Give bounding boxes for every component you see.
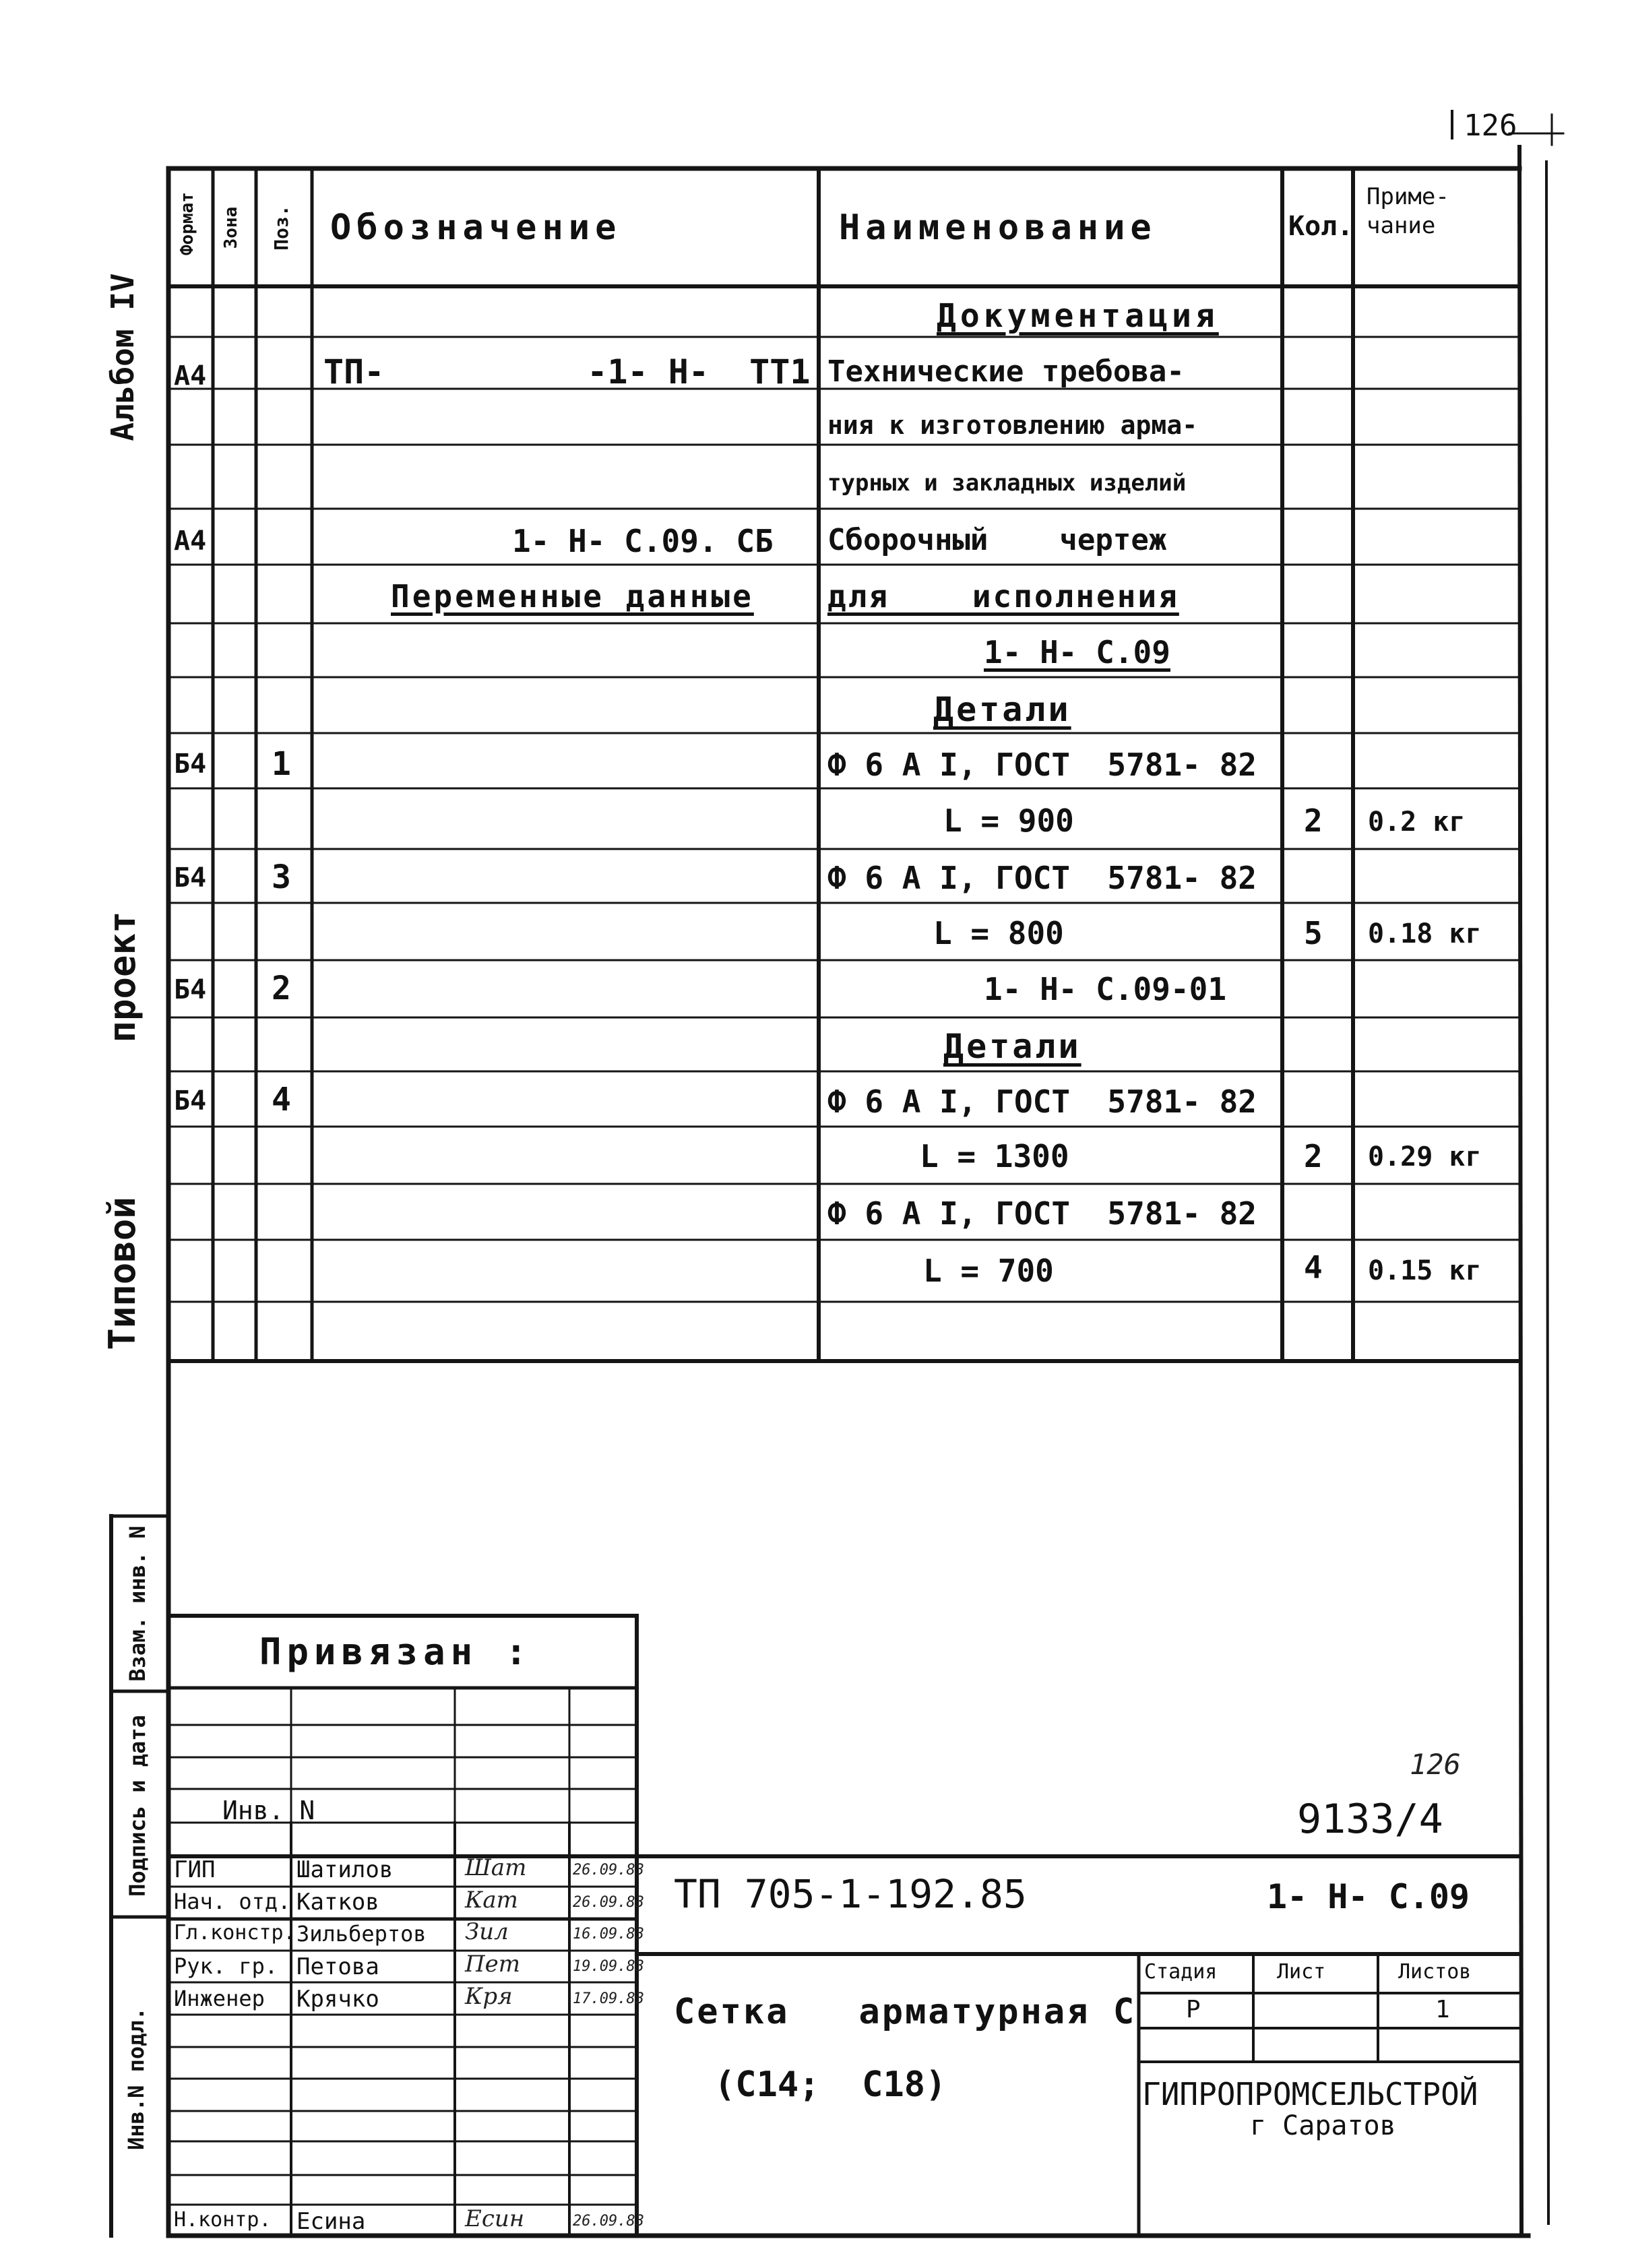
header-qty: Кол.: [1288, 211, 1354, 242]
product-variant: (С14; С18): [714, 2065, 947, 2105]
sig-name-head: Катков: [296, 1889, 379, 1916]
sig-date-norm-control: 26.09.83: [573, 2213, 644, 2230]
row-11-name: L = 800: [933, 915, 1064, 951]
sheet-label: Лист: [1277, 1960, 1326, 1984]
sig-sign-group-lead: Пет: [465, 1951, 521, 1978]
sig-role-engineer: Инженер: [174, 1986, 265, 2011]
row-7-name: Детали: [933, 690, 1071, 729]
sig-sign-head: Кат: [465, 1887, 518, 1914]
header-note-line1: Приме-: [1367, 183, 1449, 210]
sheets-value: 1: [1435, 1996, 1450, 2023]
sig-sign-chief-designer: Зил: [465, 1918, 509, 1945]
row-6-name: 1- Н- С.09: [984, 634, 1170, 670]
sig-date-head: 26.09.83: [573, 1894, 644, 1911]
sig-sign-gip: Шат: [465, 1854, 527, 1881]
sig-role-gip: ГИП: [174, 1856, 216, 1883]
sig-name-norm-control: Есина: [296, 2208, 366, 2235]
header-zone: Зона: [221, 206, 241, 249]
row-15-qty: 2: [1304, 1138, 1323, 1174]
row-10-format: Б4: [174, 862, 207, 893]
row-17-qty: 4: [1304, 1249, 1323, 1286]
sheet-ref-number: 9133/4: [1297, 1796, 1443, 1843]
row-4-format: А4: [174, 526, 207, 557]
sig-date-chief-designer: 16.09.83: [573, 1926, 644, 1943]
sheet-ref-sheet: 126: [1410, 1748, 1461, 1781]
doc-code: 1- Н- С.09: [1267, 1877, 1470, 1916]
stage-label: Стадия: [1144, 1960, 1218, 1984]
row-9-name: L = 900: [943, 802, 1074, 839]
header-format: Формат: [177, 192, 197, 255]
album-label: Альбом IV: [104, 273, 141, 441]
row-13-name: Детали: [943, 1027, 1081, 1066]
row-8-format: Б4: [174, 749, 207, 780]
sig-name-group-lead: Петова: [296, 1953, 379, 1980]
row-1-designation: ТП- -1- Н- ТТ1: [323, 352, 811, 391]
row-5-name: для исполнения: [827, 578, 1179, 615]
row-17-name: L = 700: [923, 1253, 1054, 1289]
sig-role-head: Нач. отд.: [174, 1889, 291, 1914]
sig-name-gip: Шатилов: [296, 1856, 394, 1883]
sig-name-chief-designer: Зильбертов: [296, 1921, 427, 1947]
sig-role-chief-designer: Гл.констр.: [174, 1921, 296, 1945]
row-8-name: Ф 6 А I, ГОСТ 5781- 82: [827, 747, 1257, 783]
row-8-pos: 1: [272, 745, 291, 783]
sig-role-group-lead: Рук. гр.: [174, 1953, 278, 1979]
row-4-name: Сборочный чертеж: [827, 523, 1167, 557]
row-9-qty: 2: [1304, 802, 1323, 839]
stamp-signature-date: Подпись и дата: [125, 1715, 150, 1897]
org-name: ГИПРОПРОМСЕЛЬСТРОЙ: [1142, 2076, 1478, 2112]
sig-date-group-lead: 19.09.83: [573, 1958, 644, 1975]
project-code: ТП 705-1-192.85: [674, 1871, 1027, 1917]
sig-role-norm-control: Н.контр.: [174, 2208, 272, 2232]
row-15-name: L = 1300: [920, 1138, 1069, 1174]
row-5-designation: Переменные данные: [391, 578, 754, 615]
sig-date-engineer: 17.09.83: [573, 1990, 644, 2007]
stage-value: Р: [1186, 1996, 1201, 2023]
binding-title: Привязан :: [259, 1631, 533, 1673]
sig-sign-norm-control: Есин: [465, 2205, 525, 2232]
product-name: Сетка арматурная С: [674, 1992, 1137, 2032]
project-label-typovoy: Типовой: [101, 1197, 144, 1350]
row-15-note: 0.29 кг: [1368, 1141, 1482, 1172]
header-name: Наименование: [839, 208, 1157, 248]
row-16-name: Ф 6 А I, ГОСТ 5781- 82: [827, 1195, 1257, 1232]
row-12-format: Б4: [174, 974, 207, 1005]
binding-inv-label: Инв. N: [222, 1796, 315, 1825]
row-2-name: ния к изготовлению арма-: [827, 410, 1198, 440]
row-10-name: Ф 6 А I, ГОСТ 5781- 82: [827, 860, 1257, 896]
row-1-format: А4: [174, 360, 207, 391]
row-14-pos: 4: [272, 1081, 291, 1119]
stamp-inv-original: Инв.N подл.: [123, 2007, 149, 2150]
header-note-line2: чание: [1367, 212, 1436, 239]
row-11-qty: 5: [1304, 915, 1323, 951]
stamp-replace-inv: Взам. инв. N: [125, 1525, 150, 1682]
header-designation: Обозначение: [330, 208, 622, 248]
row-10-pos: 3: [272, 858, 291, 896]
row-12-pos: 2: [272, 970, 291, 1007]
page-number: 126: [1464, 108, 1517, 143]
row-3-name: турных и закладных изделий: [827, 470, 1187, 497]
row-12-name: 1- Н- С.09-01: [984, 971, 1227, 1007]
sig-date-gip: 26.09.83: [573, 1862, 644, 1879]
row-14-name: Ф 6 А I, ГОСТ 5781- 82: [827, 1083, 1257, 1120]
row-0-name: Документация: [937, 297, 1219, 335]
row-11-note: 0.18 кг: [1368, 918, 1482, 949]
row-14-format: Б4: [174, 1085, 207, 1116]
sheets-label: Листов: [1398, 1960, 1472, 1984]
row-17-note: 0.15 кг: [1368, 1255, 1482, 1286]
org-city: г Саратов: [1250, 2110, 1396, 2141]
header-pos: Поз.: [270, 205, 292, 251]
sig-sign-engineer: Кря: [465, 1983, 513, 2010]
sig-name-engineer: Крячко: [296, 1986, 379, 2013]
row-4-designation: 1- Н- С.09. СБ: [512, 523, 774, 559]
row-1-name: Технические требова-: [827, 354, 1185, 389]
project-label-proekt: проект: [101, 911, 144, 1043]
row-9-note: 0.2 кг: [1368, 807, 1466, 838]
